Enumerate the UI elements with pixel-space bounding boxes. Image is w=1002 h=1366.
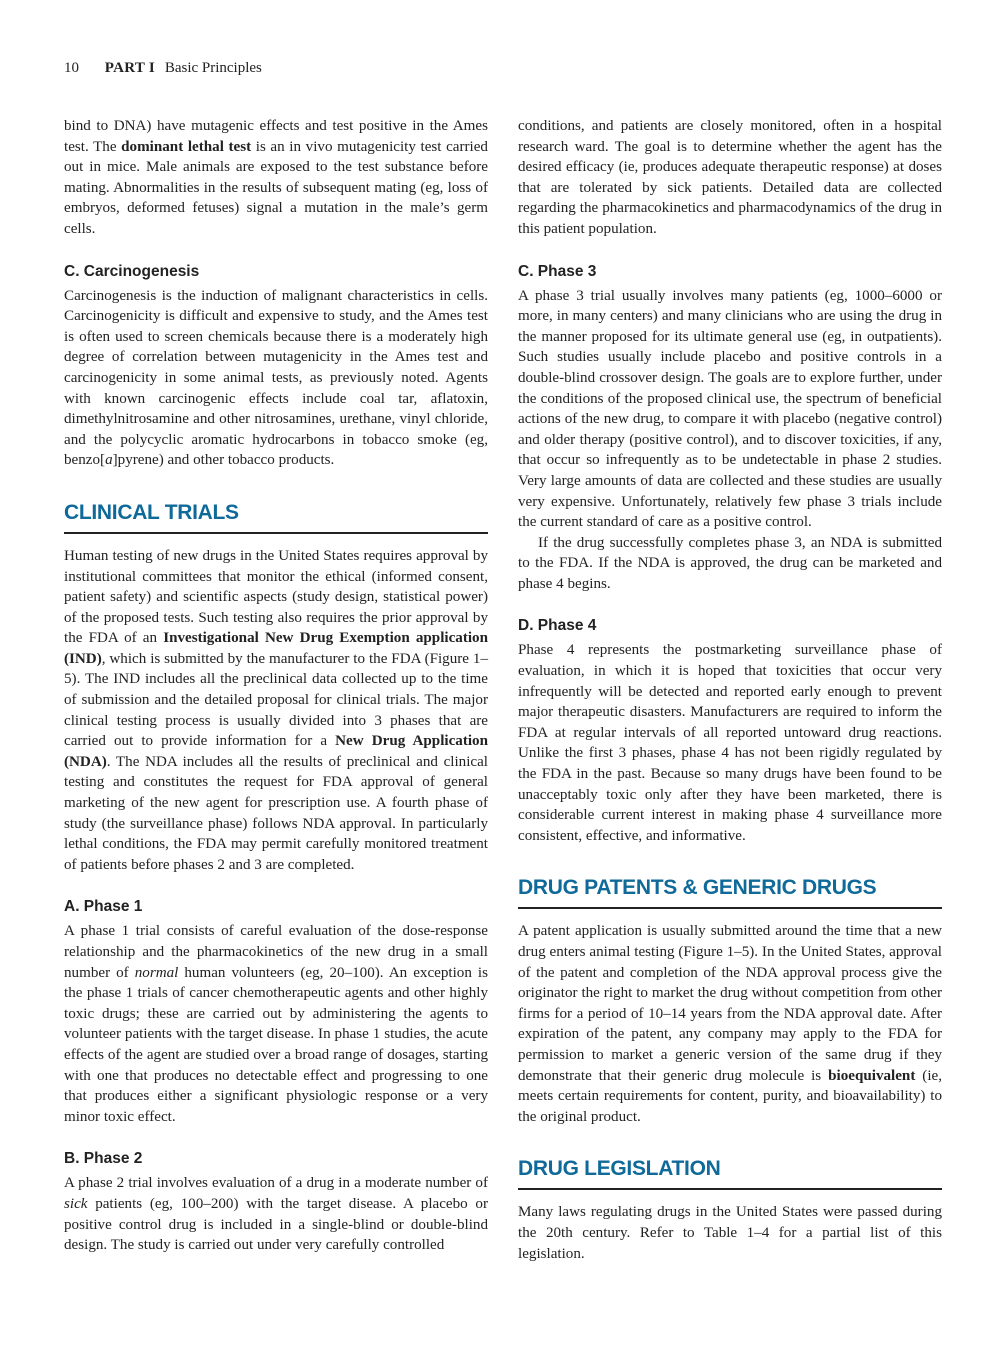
- paragraph-drug-patents: A patent application is usually submitted around the time that a new drug enters animal testing (Figure 1–5). In the United States, approval of the patent and completion of the NDA approval process give the originator the right to market the drug without competition from other firms for a period of 10–14 years from the NDA approval date. After expiration of the patent, any company may apply to the FDA for permission to market a generic version of the same drug if they demonstrate that their generic drug molecule is bioequivalent (ie, meets certain requirements for content, purity, and bioavailability) to the original product.: [518, 923, 942, 1125]
- heading-clinical-trials: CLINICAL TRIALS: [64, 500, 488, 534]
- paragraph-carcinogenesis: Carcinogenesis is the induction of malignant characteristics in cells. Carcinogenicity is difficult and expensive to study, and the Ames test is often used to screen chemicals because there is a moderately high degree of correlation between mutagenicity in the Ames test and carcinogenicity in some animal tests, as previously noted. Agents with known carcinogenic effects include coal tar, aflatoxin, dimethylnitrosamine and other nitrosamines, urethane, vinyl chloride, and the polycyclic aromatic hydrocarbons in tobacco smoke (eg, benzo[a]pyrene) and other tobacco products.: [64, 287, 488, 469]
- heading-drug-patents: DRUG PATENTS & GENERIC DRUGS: [518, 875, 942, 909]
- heading-carcinogenesis: C. Carcinogenesis: [64, 262, 200, 280]
- paragraph-mutagenicity: bind to DNA) have mutagenic effects and test positive in the Ames test. The dominant lethal test is an in vivo mutagenicity test carried out in mice. Male animals are exposed to the test substance before mating. Abnormalities in the results of subsequent mating (eg, loss of embryos, deformed fetuses) signal a mutation in the male’s germ cells.: [64, 118, 488, 237]
- heading-phase-1: A. Phase 1: [64, 898, 143, 916]
- heading-drug-legislation: DRUG LEGISLATION: [518, 1156, 942, 1190]
- left-column: [64, 116, 488, 1256]
- heading-phase-2: B. Phase 2: [64, 1150, 143, 1168]
- paragraph-phase-3: A phase 3 trial usually involves many patients (eg, 1000–6000 or more, in many centers) and many clinicians who are using the drug in the manner proposed for its ultimate general use (eg, in outpatients). Such studies usually include placebo and positive controls in a double-blind crossover design. The goals are to explore further, under the conditions of the proposed clinical use, the spectrum of beneficial actions of the new drug, to compare it with placebo (negative control) and older therapy (positive control), and to discover toxicities, if any, that occur so infrequently as to be undetectable in phase 2 studies. Very large amounts of data are collected and these studies are usually very expensive. Unfortunately, relatively few phase 3 trials include the current standard of care as a positive control.: [518, 287, 942, 531]
- part-title: Basic Principles: [164, 60, 262, 76]
- paragraph-phase-1: A phase 1 trial consists of careful evaluation of the dose-response relationship and the pharmacokinetics of the new drug in a small number of normal human volunteers (eg, 20–100). An exception is the phase 1 trials of cancer chemotherapeutic agents and other highly toxic drugs; these are carried out by administering the agents to volunteer patients with the target disease. In phase 1 studies, the acute effects of the agent are studied over a broad range of dosages, starting with one that produces no detectable effect and progressing to one that produces either a significant physiologic response or a very minor toxic effect.: [64, 923, 488, 1125]
- part-label: PART I: [104, 60, 156, 76]
- paragraph-clinical-trials: Human testing of new drugs in the United States requires approval by institutional committees that monitor the ethical (informed consent, patient safety) and scientific aspects (study design, statistical power) of the proposed tests. Such testing also requires the prior approval by the FDA of an Investigational New Drug Exemption application (IND), which is submitted by the manufacturer to the FDA (Figure 1–5). The IND includes all the preclinical data collected up to the time of submission and the detailed proposal for clinical trials. The major clinical testing process is usually divided into 3 phases that are carried out to provide information for a New Drug Application (NDA). The NDA includes all the results of preclinical and clinical testing and constitutes the request for FDA approval of general marketing of the new agent for prescription use. A fourth phase of study (the surveillance phase) follows NDA approval. In particularly lethal conditions, the FDA may permit carefully monitored treatment of patients before phases 2 and 3 are completed.: [64, 547, 488, 873]
- heading-phase-4: D. Phase 4: [518, 617, 597, 635]
- right-column: [518, 116, 942, 1264]
- paragraph-drug-legislation: Many laws regulating drugs in the United States were passed during the 20th century. Refer to Table 1–4 for a partial list of this legislation.: [518, 1204, 942, 1262]
- running-head: [64, 60, 262, 77]
- page-number: 10: [64, 60, 79, 76]
- paragraph-phase-4: Phase 4 represents the postmarketing surveillance phase of evaluation, in which it is hoped that toxicities that occur very infrequently will be detected and reported early enough to prevent major therapeutic disasters. Manufacturers are required to inform the FDA at regular intervals of all reported untoward drug reactions. Unlike the first 3 phases, phase 4 has not been rigidly regulated by the FDA in the past. Because so many drugs have been found to be unacceptably toxic only after they have been marketed, there is considerable current interest in making phase 4 surveillance more consistent, effective, and informative.: [518, 642, 942, 844]
- heading-phase-3: C. Phase 3: [518, 262, 597, 280]
- paragraph-phase-2: A phase 2 trial involves evaluation of a drug in a moderate number of sick patients (eg, 100–200) with the target disease. A placebo or positive control drug is included in a single-blind or double-blind design. The study is carried out under very carefully controlled: [64, 1175, 488, 1254]
- paragraph-phase-2-continued: conditions, and patients are closely monitored, often in a hospital research ward. The goal is to determine whether the agent has the desired efficacy (ie, produces adequate therapeutic response) at doses that are tolerated by sick patients. Detailed data are collected regarding the pharmacokinetics and pharmacodynamics of the drug in this patient population.: [518, 118, 942, 237]
- paragraph-phase-3-nda: If the drug successfully completes phase 3, an NDA is submitted to the FDA. If the NDA is approved, the drug can be marketed and phase 4 begins.: [518, 534, 942, 592]
